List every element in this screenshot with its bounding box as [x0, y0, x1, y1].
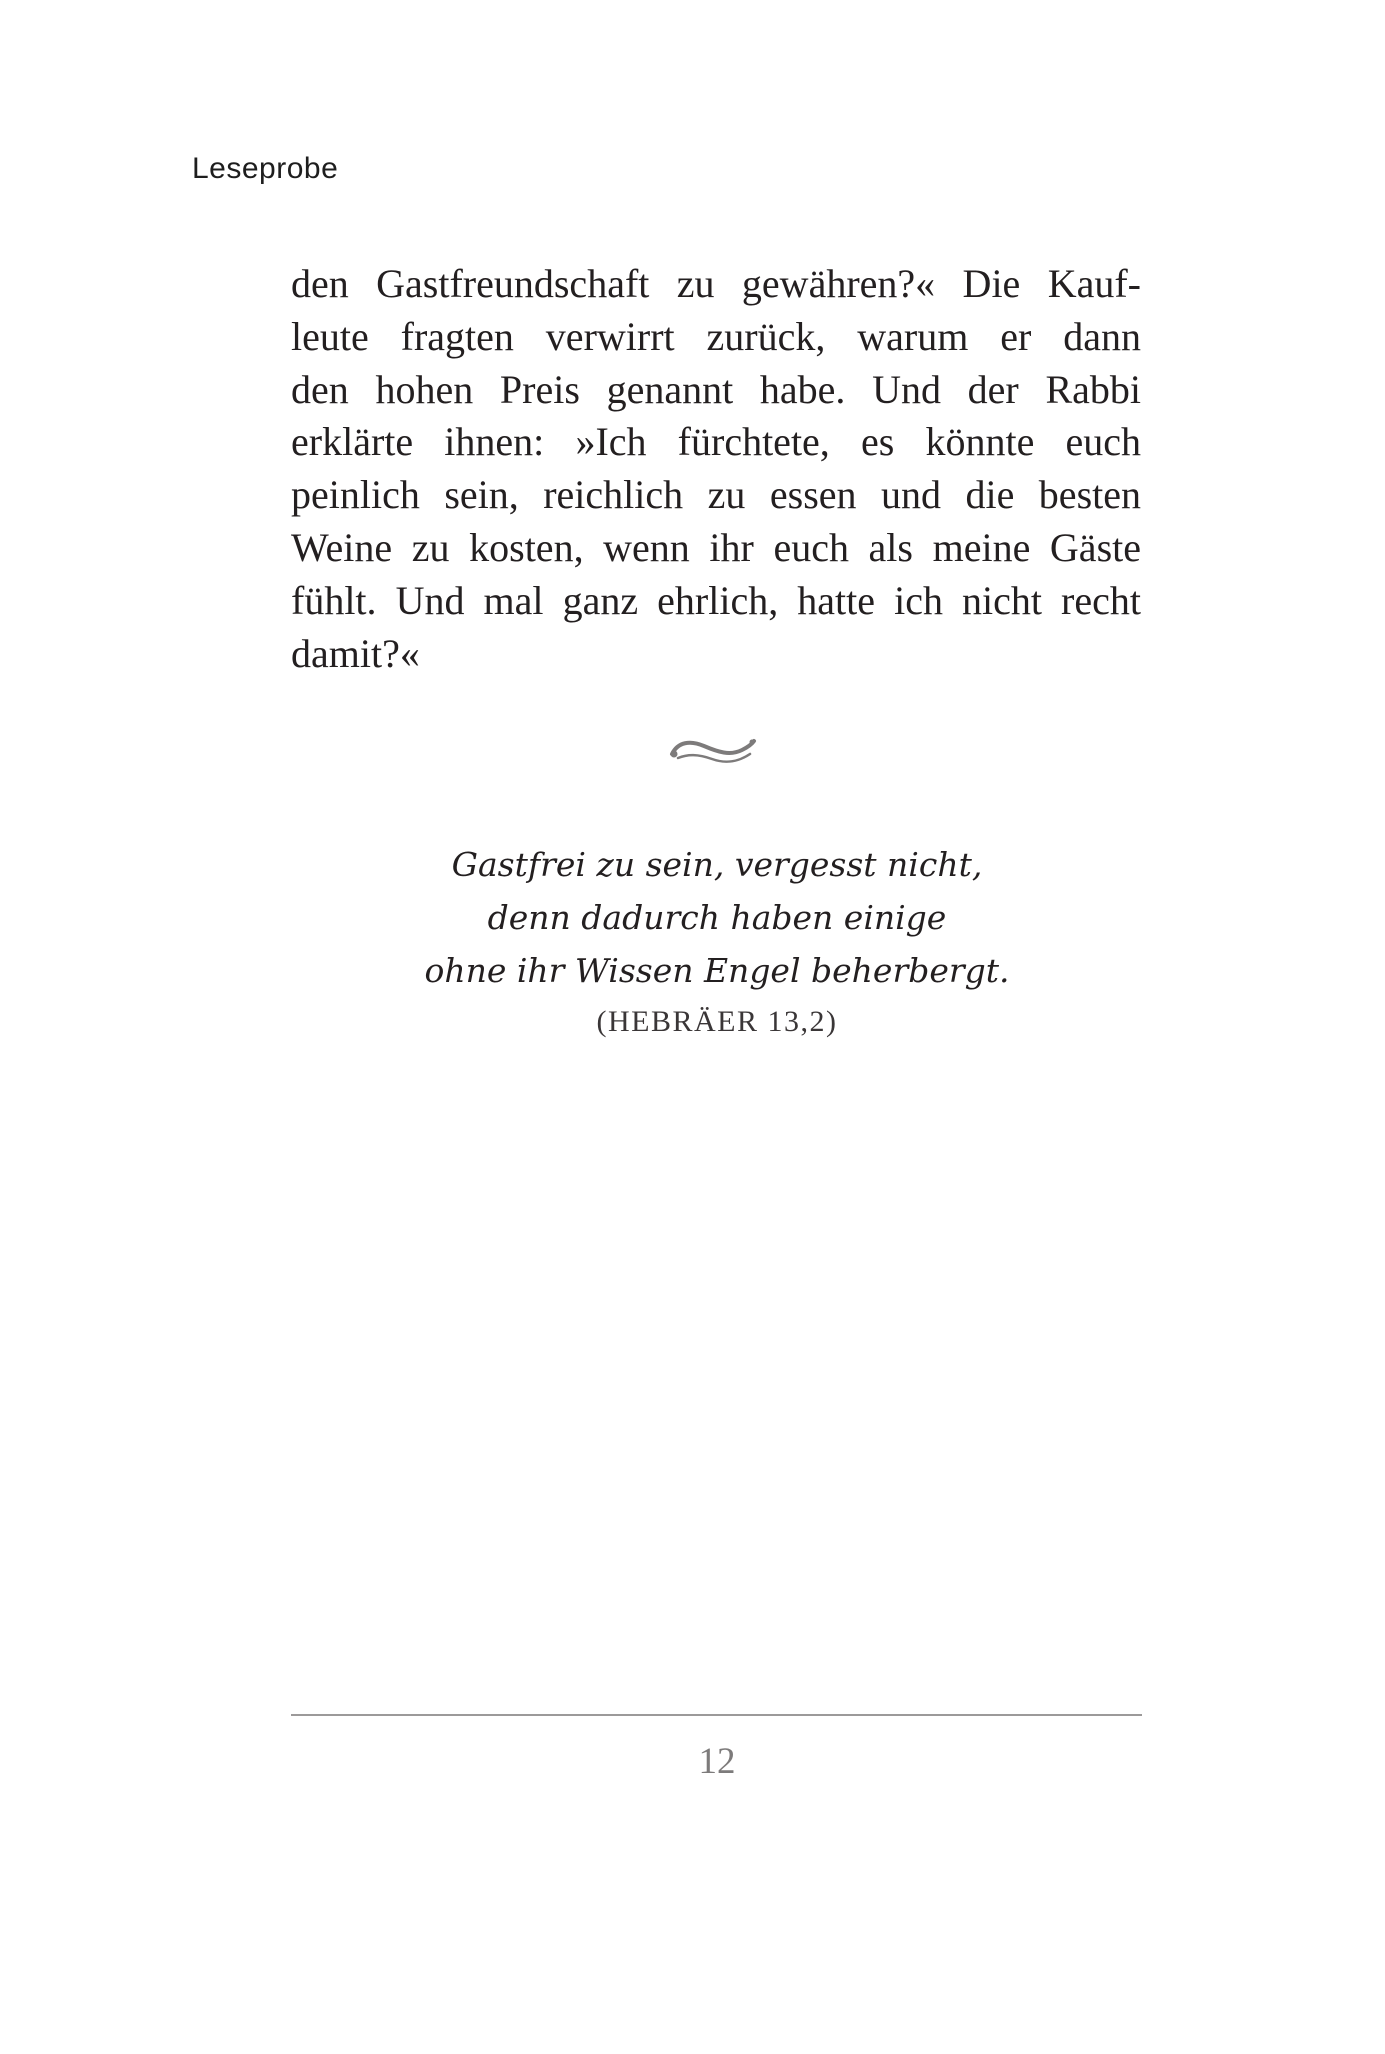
footer-divider: [291, 1714, 1142, 1716]
quote-source: (HEBRÄER 13,2): [596, 1005, 838, 1038]
swash-ornament-icon: [668, 728, 758, 768]
body-line: leute fragten verwirrt zurück, warum er dann: [291, 313, 1141, 359]
body-line: damit?«: [291, 630, 420, 676]
body-paragraph: [291, 258, 1141, 680]
body-line: peinlich sein, reichlich zu essen und die besten: [291, 472, 1141, 518]
body-line: den hohen Preis genannt habe. Und der Rabbi: [291, 366, 1141, 412]
body-line: erklärte ihnen: »Ich fürchtete, es könnte euch: [291, 419, 1141, 465]
bible-quote: [292, 838, 1142, 997]
body-line: Weine zu kosten, wenn ihr euch als meine Gäste: [291, 524, 1141, 570]
quote-line: denn dadurch haben einige: [487, 898, 947, 937]
quote-line: Gastfrei zu sein, vergesst nicht,: [451, 845, 983, 884]
quote-line: ohne ihr Wissen Engel beherbergt.: [424, 951, 1010, 990]
body-line: fühlt. Und mal ganz ehrlich, hatte ich nicht recht: [291, 577, 1141, 623]
page-number: 12: [698, 1741, 736, 1782]
body-line: den Gastfreundschaft zu gewähren?« Die Kauf-: [291, 261, 1141, 306]
header-label: Leseprobe: [192, 152, 339, 185]
